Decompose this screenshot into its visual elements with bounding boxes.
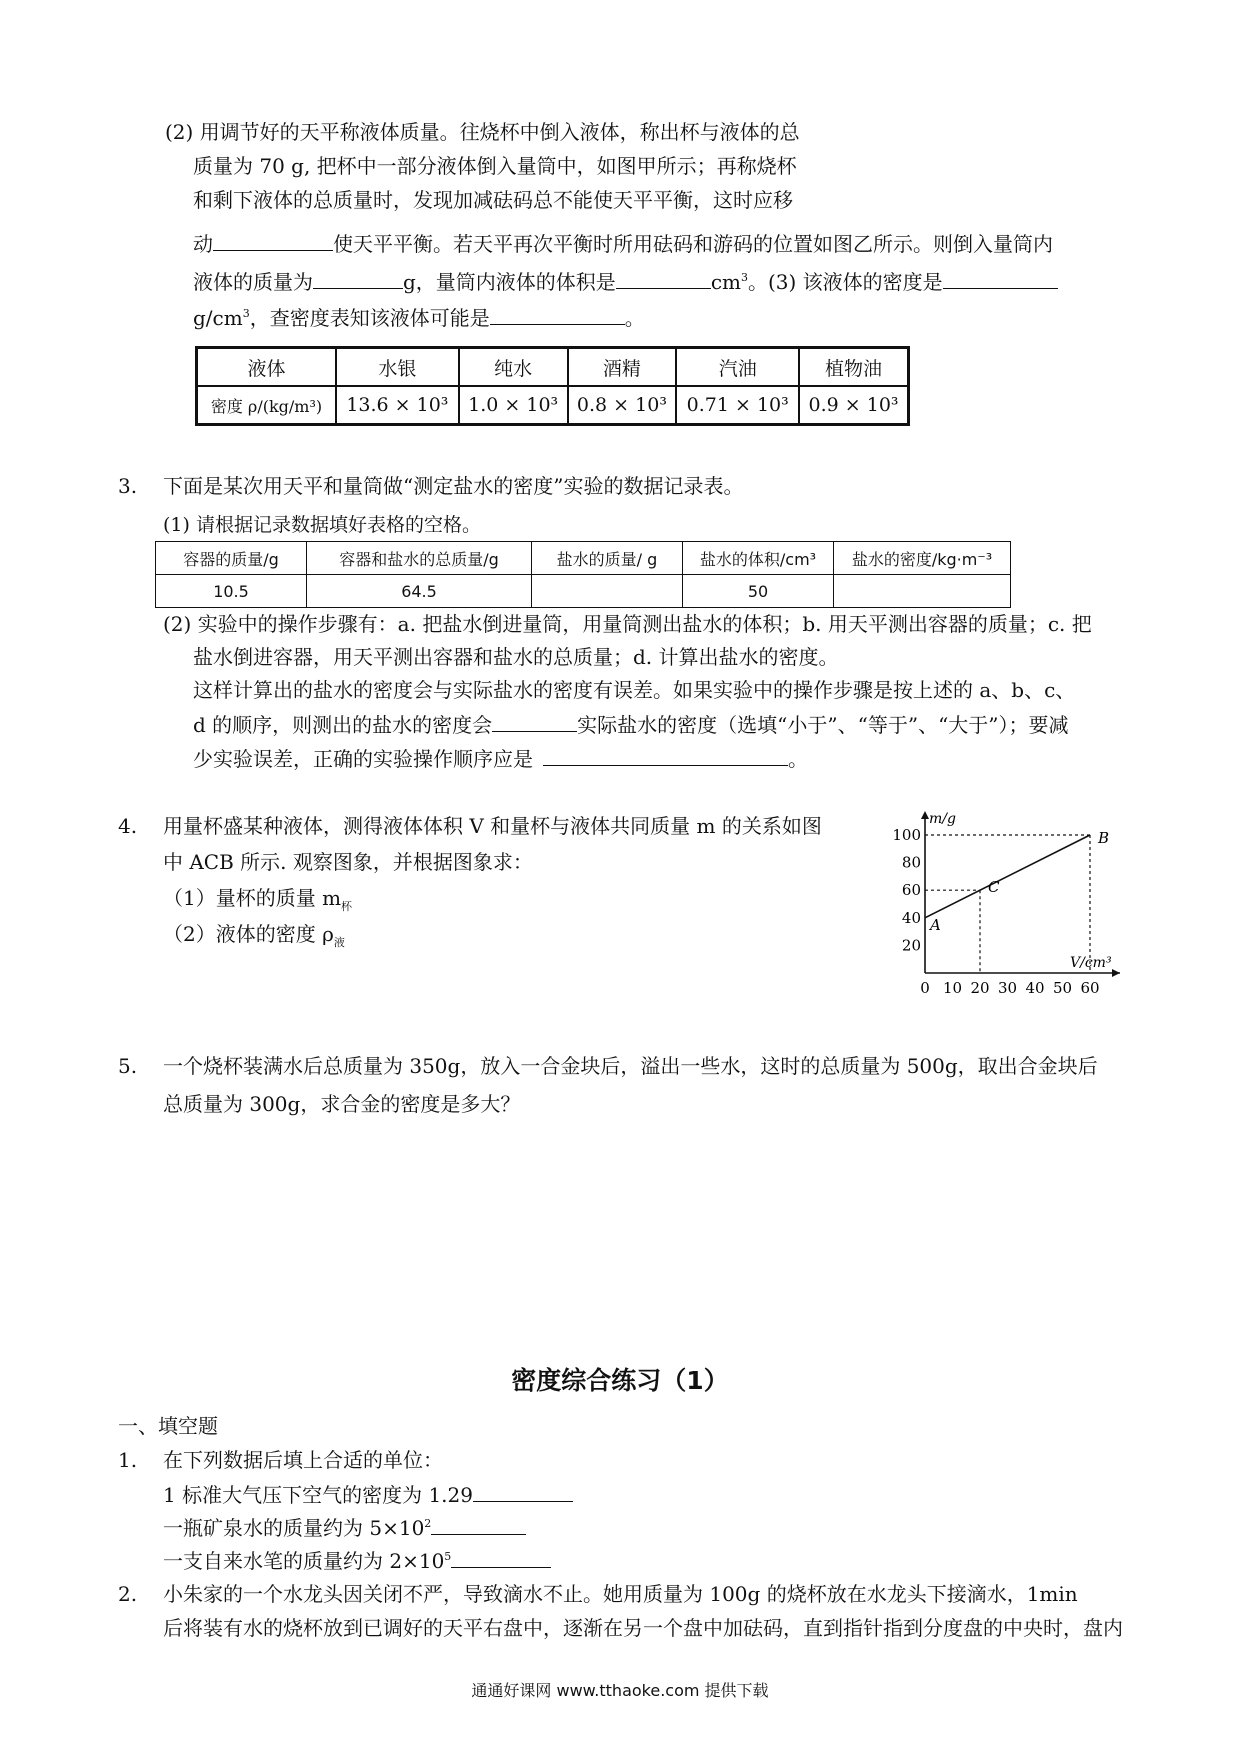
point-label-b: B — [1098, 829, 1110, 847]
q2-line4-text-b: 使天平平衡。若天平再次平衡时所用砝码和游码的位置如图乙所示。则倒入量筒内 — [333, 232, 1053, 256]
x-tick-label: 10 — [942, 979, 963, 995]
q4-line3-text: （1）量杯的质量 m — [163, 886, 342, 910]
density-table-cell: 1.0 × 10³ — [459, 386, 568, 425]
y-tick-label: 80 — [901, 853, 921, 872]
saltwater-table-cell-blank[interactable] — [532, 575, 683, 608]
q2-line3: 和剩下液体的总质量时，发现加减砝码总不能使天平平衡，这时应移 — [193, 188, 793, 212]
q2-line4-text-a: 动 — [193, 232, 213, 256]
q3-para4-text-a: d 的顺序，则测出的盐水的密度会 — [193, 713, 493, 737]
blank-unit-water[interactable] — [431, 1512, 526, 1535]
saltwater-table-header: 容器和盐水的总质量/g — [307, 542, 532, 575]
saltwater-table-header: 盐水的密度/kg·m⁻³ — [834, 542, 1011, 575]
q2-line2: 质量为 70 g, 把杯中一部分液体倒入量筒中，如图甲所示；再称烧杯 — [193, 154, 797, 178]
series-line — [925, 835, 1090, 918]
x-tick-label: 30 — [997, 979, 1018, 995]
saltwater-table-header: 盐水的质量/ g — [532, 542, 683, 575]
q5-line1: 一个烧杯装满水后总质量为 350g，放入一合金块后，溢出一些水，这时的总质量为 500g，取出合金块后 — [163, 1054, 1098, 1078]
q3-number: 3. — [118, 474, 138, 498]
item1-c-text: 一支自来水笔的质量约为 2×10 — [163, 1549, 445, 1573]
q4-line4 — [163, 920, 345, 957]
density-table-header: 纯水 — [459, 348, 568, 387]
q3-sub1: (1) 请根据记录数据填好表格的空格。 — [163, 514, 481, 536]
item1-c-sup: 5 — [444, 1550, 452, 1563]
density-table-row — [197, 386, 909, 425]
y-axis-label: m/g — [929, 811, 956, 827]
y-axis-arrow — [921, 811, 929, 819]
q2-line6-sup: 3 — [242, 307, 250, 320]
q3-para5-text-a: 少实验误差，正确的实验操作顺序应是 — [193, 747, 533, 771]
item1-c — [163, 1545, 551, 1575]
x-tick-label: 60 — [1080, 979, 1100, 995]
q2-line5-text-a: 液体的质量为 — [193, 270, 313, 294]
item2-line2: 后将装有水的烧杯放到已调好的天平右盘中，逐渐在另一个盘中加砝码，直到指针指到分度盘的中央时，盘内 — [163, 1616, 1123, 1640]
saltwater-table-header-row — [156, 542, 1011, 575]
blank-unit-air[interactable] — [473, 1479, 573, 1502]
q2-line6 — [193, 302, 645, 332]
q2-line1: (2) 用调节好的天平称液体质量。往烧杯中倒入液体，称出杯与液体的总 — [165, 120, 800, 144]
q2-line5-text-b: g，量筒内液体的体积是 — [403, 270, 616, 294]
density-table-header: 酒精 — [568, 348, 677, 387]
q3-para1: (2) 实验中的操作步骤有：a. 把盐水倒进量筒，用量筒测出盐水的体积；b. 用天平测出容器的质量；c. 把 — [163, 612, 1092, 636]
q2-line5-text-d: 。(3) 该液体的密度是 — [747, 270, 943, 294]
x-tick-label: 0 — [920, 979, 930, 995]
q2-line4 — [193, 228, 1053, 258]
item1-a-text: 1 标准大气压下空气的密度为 1.29 — [163, 1483, 473, 1507]
density-table-cell: 0.9 × 10³ — [799, 386, 908, 425]
density-table-cell: 0.8 × 10³ — [568, 386, 677, 425]
q3-para4 — [193, 709, 1069, 739]
q2-line6-end: 。 — [624, 306, 645, 330]
item1-b — [163, 1512, 526, 1542]
y-tick-label: 100 — [892, 826, 921, 844]
saltwater-table-cell: 10.5 — [156, 575, 307, 608]
x-tick-label: 20 — [970, 979, 990, 995]
item2-number: 2. — [118, 1582, 138, 1606]
mass-volume-graph — [880, 805, 1130, 995]
density-table-header: 水银 — [336, 348, 459, 387]
density-table-cell: 13.6 × 10³ — [336, 386, 459, 425]
x-axis-label: V/cm³ — [1070, 955, 1112, 971]
x-tick-label: 40 — [1025, 979, 1045, 995]
item1-b-text: 一瓶矿泉水的质量约为 5×10 — [163, 1516, 425, 1540]
q3-para2: 盐水倒进容器，用天平测出容器和盐水的总质量；d. 计算出盐水的密度。 — [193, 645, 839, 669]
q2-line5-sup: 3 — [740, 271, 748, 284]
q5-line2: 总质量为 300g，求合金的密度是多大？ — [163, 1092, 521, 1116]
q3-para5 — [193, 743, 808, 773]
density-table-cell: 0.71 × 10³ — [676, 386, 799, 425]
y-tick-label: 40 — [901, 908, 921, 927]
x-axis-arrow — [1112, 969, 1120, 977]
blank-mass[interactable] — [313, 266, 403, 289]
x-tick-label: 50 — [1052, 979, 1073, 995]
density-table-header: 植物油 — [799, 348, 908, 387]
item1-number: 1. — [118, 1448, 138, 1472]
item1-b-sup: 2 — [424, 1517, 432, 1530]
blank-move[interactable] — [213, 228, 333, 251]
item1-text: 在下列数据后填上合适的单位： — [163, 1448, 443, 1472]
saltwater-table-cell-blank[interactable] — [834, 575, 1011, 608]
q4-line4-sub: 液 — [333, 936, 345, 949]
q4-line2: 中 ACB 所示. 观察图象，并根据图象求： — [163, 850, 533, 874]
item2-line1: 小朱家的一个水龙头因关闭不严，导致滴水不止。她用质量为 100g 的烧杯放在水龙头下接滴水，1min — [163, 1582, 1078, 1606]
item1-a — [163, 1479, 573, 1509]
q2-line6-text-b: ，查密度表知该液体可能是 — [249, 306, 490, 330]
saltwater-table-cell: 50 — [683, 575, 834, 608]
blank-density[interactable] — [943, 266, 1058, 289]
q3-para3: 这样计算出的盐水的密度会与实际盐水的密度有误差。如果实验中的操作步骤是按上述的 a、b、c、 — [193, 678, 1076, 702]
blank-volume[interactable] — [616, 266, 711, 289]
point-label-c: C — [988, 878, 1000, 897]
saltwater-table-row — [156, 575, 1011, 608]
q2-line5 — [193, 266, 1058, 296]
y-tick-label: 20 — [901, 936, 921, 955]
q5-number: 5. — [118, 1054, 138, 1078]
saltwater-table-header: 盐水的体积/cm³ — [683, 542, 834, 575]
q4-line3-sub: 杯 — [341, 900, 353, 913]
footer: 通通好课网 www.tthaoke.com 提供下载 — [471, 1681, 769, 1700]
saltwater-table — [155, 541, 1011, 608]
q2-line5-unit: cm — [710, 270, 741, 294]
q4-line3 — [163, 884, 352, 921]
blank-liquid[interactable] — [490, 302, 625, 325]
y-tick-label: 60 — [901, 881, 921, 900]
blank-unit-pen[interactable] — [451, 1545, 551, 1568]
saltwater-table-header: 容器的质量/g — [156, 542, 307, 575]
q3-intro: 下面是某次用天平和量筒做“测定盐水的密度”实验的数据记录表。 — [163, 474, 744, 498]
q4-line4-text: （2）液体的密度 ρ — [163, 922, 334, 946]
blank-order[interactable] — [543, 743, 788, 766]
density-table-header-row — [197, 348, 909, 387]
saltwater-table-cell: 64.5 — [307, 575, 532, 608]
point-label-a: A — [930, 915, 941, 934]
q3-para5-end: 。 — [788, 747, 808, 771]
q4-number: 4. — [118, 814, 138, 838]
section-title: 密度综合练习（1） — [511, 1366, 729, 1395]
density-table-header: 液体 — [197, 348, 337, 387]
q4-line1: 用量杯盛某种液体，测得液体体积 V 和量杯与液体共同质量 m 的关系如图 — [163, 814, 822, 838]
density-table-row-label: 密度 ρ/(kg/m³) — [197, 386, 337, 425]
section-heading: 一、填空题 — [118, 1414, 218, 1438]
q2-line6-unit: g/cm — [193, 306, 243, 330]
density-table — [195, 346, 910, 426]
q3-para4-text-b: 实际盐水的密度（选填“小于”、“等于”、“大于”）；要减 — [577, 713, 1069, 737]
blank-compare[interactable] — [492, 709, 577, 732]
density-table-header: 汽油 — [676, 348, 799, 387]
